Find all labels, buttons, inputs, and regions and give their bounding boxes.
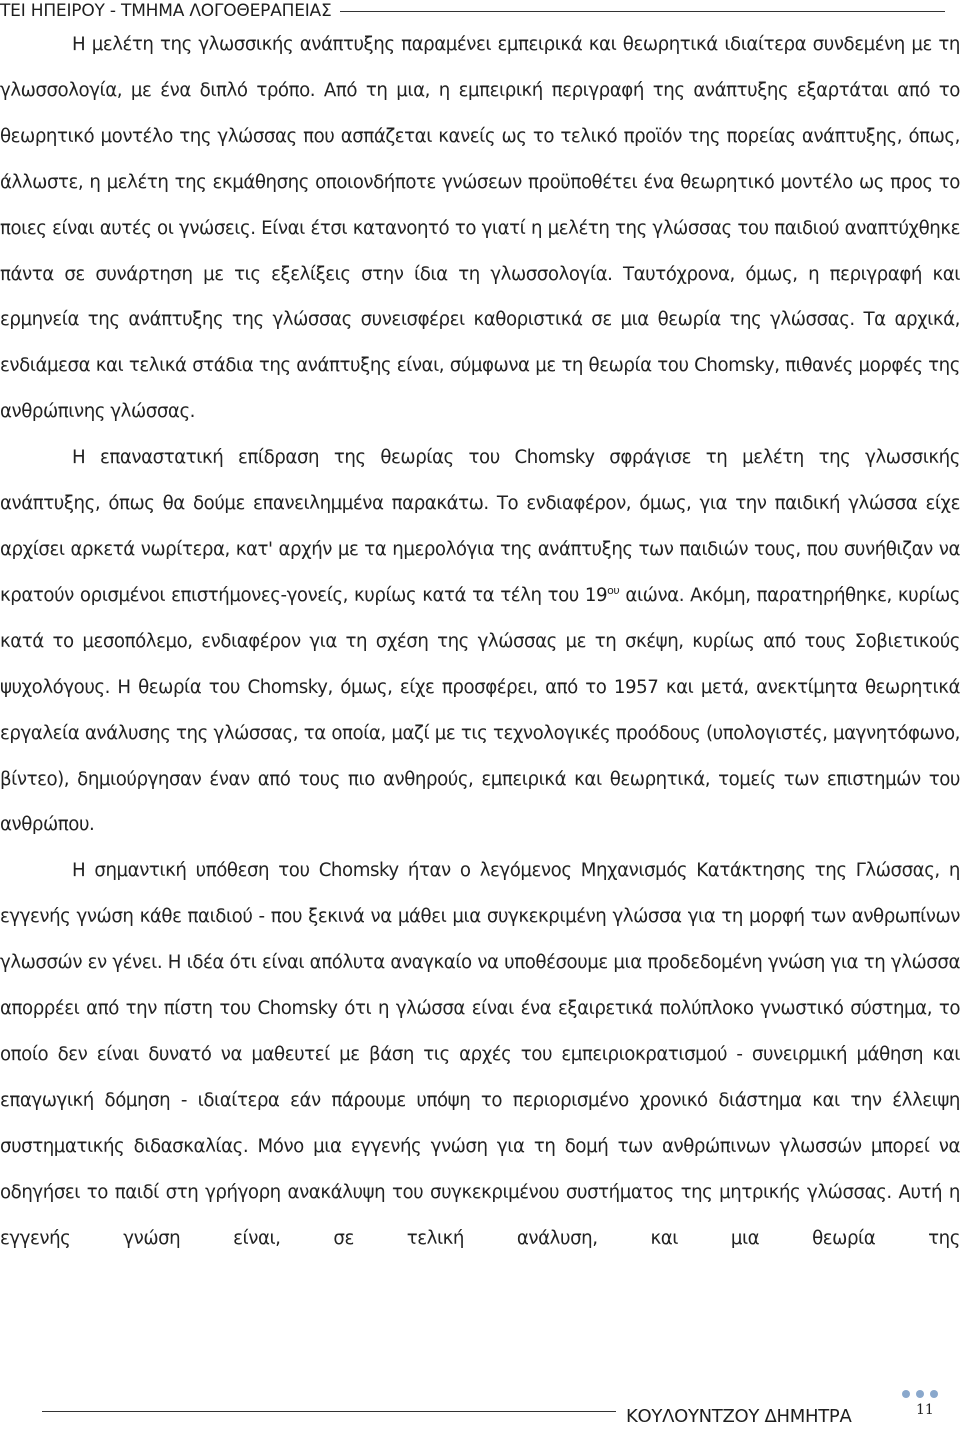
ornament-dot: [930, 1390, 938, 1398]
page-number: 11: [916, 1402, 934, 1418]
footer-author: ΚΟΥΛΟΥΝΤΖΟΥ ΔΗΜΗΤΡΑ: [626, 1406, 852, 1427]
paragraph-3: [0, 848, 960, 1261]
paragraph-1: [0, 22, 960, 435]
paragraph-2: [0, 435, 960, 848]
page-header: [0, 0, 945, 22]
paragraph-2-text-end: αιώνα. Ακόμη, παρατηρήθηκε, κυρίως κατά το μεσοπόλεμο, ενδιαφέρον για τη σχέση της γλώσσας με τη σκέψη, κυρίως από τους Σοβιετικούς ψυχολόγους. Η θεωρία του Chomsky, όμως, είχε προσφέρει, από το 1957 και μετά, ανεκτίμητα θεωρητικά εργαλεία ανάλυσης της γλώσσας, τα οποία, μαζί με τις τεχνολογικές προόδους (υπολογιστές, μαγνητόφωνο, βίντεο), δημιούργησαν έναν από τους πιο ανθηρούς, εμπειρικά και θεωρητικά, τομείς των επιστημών του ανθρώπου.: [0, 584, 960, 836]
ornament-dot: [916, 1390, 924, 1398]
paragraph-3-text: Η σημαντική υπόθεση του Chomsky ήταν ο λεγόμενος Μηχανισμός Κατάκτησης της Γλώσσας, η εγγενής γνώση κάθε παιδιού - που ξεκινά να μάθει μια συγκεκριμένη γλώσσα για τη μορφή των ανθρωπίνων γλωσσών εν γένει. Η ιδέα ότι είναι απόλυτα αναγκαίο να υποθέσουμε μια προδεδομένη γνώση για τη γλώσσα απορρέει από την πίστη του Chomsky ότι η γλώσσα είναι ένα εξαιρετικά πολύπλοκο γνωστικό σύστημα, το οποίο δεν είναι δυνατό να μαθευτεί με βάση τις αρχές του εμπειριοκρατισμού - συνειρμική μάθηση και επαγωγική δόμηση - ιδιαίτερα εάν πάρουμε υπόψη το περιορισμένο χρονικό διάστημα και την έλλειψη συστηματικής διδασκαλίας. Μόνο μια εγγενής γνώση για τη δομή των ανθρώπινων γλωσσών μπορεί να οδηγήσει το παιδί στη γρήγορη ανακάλυψη του συγκεκριμένου συστήματος της μητρικής γλώσσας. Αυτή η εγγενής γνώση είναι, σε τελική ανάλυση, και μια θεωρία της: [0, 860, 960, 1249]
document-body: [0, 22, 960, 1261]
header-title: ΤΕΙ ΗΠΕΙΡΟΥ - ΤΜΗΜΑ ΛΟΓΟΘΕΡΑΠΕΙΑΣ: [0, 1, 332, 21]
paragraph-2-text-start: Η επαναστατική επίδραση της θεωρίας του Chomsky σφράγισε τη μελέτη της γλωσσικής ανάπτυξης, όπως θα δούμε επανειλημμένα παρακάτω. Το ενδιαφέρον, όμως, για την παιδική γλώσσα είχε αρχίσει αρκετά νωρίτερα, κατ' αρχήν με τα ημερολόγια της ανάπτυξης των παιδιών τους, που συνήθιζαν να κρατούν ορισμένοι επιστήμονες-γονείς, κυρίως κατά τα τέλη του 19: [0, 447, 960, 606]
ornament-dot: [902, 1390, 910, 1398]
ordinal-superscript: ου: [607, 583, 620, 597]
paragraph-1-text: Η μελέτη της γλωσσικής ανάπτυξης παραμένει εμπειρικά και θεωρητικά ιδιαίτερα συνδεμένη με τη γλωσσολογία, με ένα διπλό τρόπο. Από τη μια, η εμπειρική περιγραφή της ανάπτυξης εξαρτάται από το θεωρητικό μοντέλο της γλώσσας που ασπάζεται κανείς ως το τελικό προϊόν της πορείας ανάπτυξης, όπως, άλλωστε, η μελέτη της εκμάθησης οποιονδήποτε γνώσεων προϋποθέτει ένα θεωρητικό μοντέλο ως προς το ποιες είναι αυτές οι γνώσεις. Είναι έτσι κατανοητό το γιατί η μελέτη της γλώσσας του παιδιού αναπτύχθηκε πάντα σε συνάρτηση με τις εξελίξεις στην ίδια τη γλωσσολογία. Ταυτόχρονα, όμως, η περιγραφή και ερμηνεία της ανάπτυξης της γλώσσας συνεισφέρει καθοριστικά σε μια θεωρία της γλώσσας. Τα αρχικά, ενδιάμεσα και τελικά στάδια της ανάπτυξης είναι, σύμφωνα με τη θεωρία του Chomsky, πιθανές μορφές της ανθρώπινης γλώσσας.: [0, 34, 960, 423]
page-footer: [0, 1378, 960, 1430]
header-rule: [340, 11, 945, 12]
footer-rule: [42, 1411, 616, 1412]
